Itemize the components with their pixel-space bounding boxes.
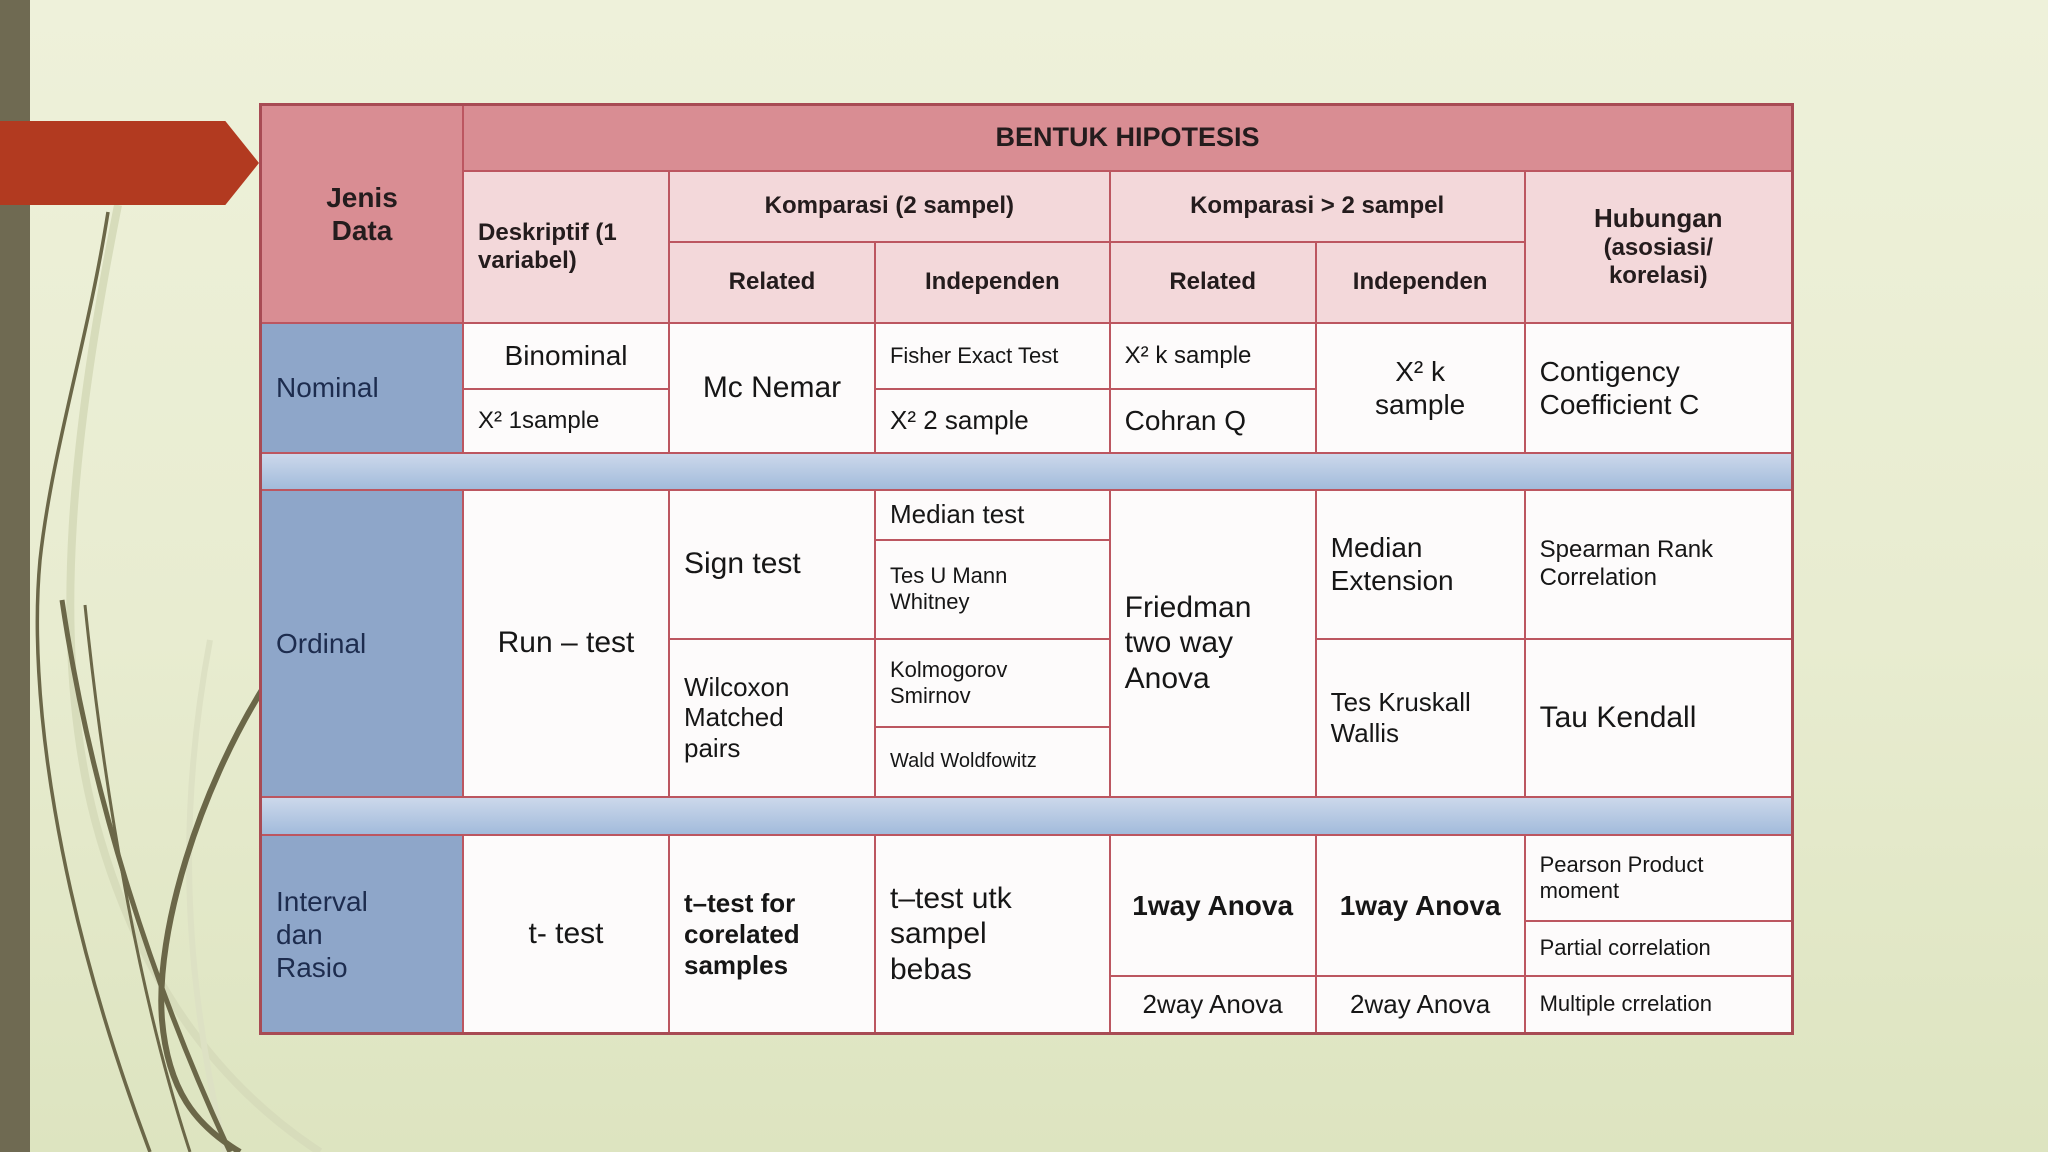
row-label-interval-rasio [262, 836, 462, 1032]
cell-mann-whitney-text: Tes U Mann Whitney [889, 563, 1008, 615]
cell-x2-k-sample-related [1111, 324, 1315, 388]
cell-t-test-text: t- test [528, 917, 604, 951]
row-label-interval-rasio-text: Interval dan Rasio [276, 885, 368, 983]
row-label-nominal [262, 324, 462, 452]
cell-contingency-c [1526, 324, 1791, 452]
cell-partial-correlation [1526, 922, 1791, 975]
cell-t-test [464, 836, 668, 1032]
cell-run-test-text: Run – test [497, 626, 635, 660]
cell-wald [876, 728, 1109, 796]
header-related-2 [670, 243, 874, 322]
cell-median-extension [1317, 491, 1524, 638]
header-title [464, 106, 1791, 170]
header-hubungan [1526, 172, 1791, 322]
header-komparasi-gt2-label: Komparasi > 2 sampel [1190, 192, 1445, 220]
red-arrow-pointer [0, 121, 259, 205]
cell-x2-1sample-text: X² 1sample [478, 406, 600, 434]
cell-binominal [464, 324, 668, 388]
cell-tau-kendall [1526, 640, 1791, 796]
cell-mc-nemar [670, 324, 874, 452]
header-title-label: BENTUK HIPOTESIS [995, 122, 1260, 152]
header-hubungan-title: Hubungan [1594, 203, 1723, 234]
cell-binominal-text: Binominal [504, 340, 628, 372]
cell-t-test-bebas-text: t–test utk sampel bebas [889, 882, 1012, 986]
cell-1way-anova-related [1111, 836, 1315, 974]
cell-kruskall-wallis-text: Tes Kruskall Wallis [1330, 687, 1471, 748]
cell-mann-whitney [876, 541, 1109, 638]
cell-median-extension-text: Median Extension [1330, 532, 1454, 597]
cell-tau-kendall-text: Tau Kendall [1539, 700, 1697, 734]
header-jenis-data-label: Jenis Data [326, 181, 398, 246]
cell-2way-anova-related-text: 2way Anova [1142, 989, 1283, 1020]
cell-t-test-correlated-text: t–test for corelated samples [684, 888, 800, 980]
statistics-table [259, 103, 1794, 1035]
cell-run-test [464, 491, 668, 796]
cell-1way-anova-independen [1317, 836, 1524, 974]
cell-kolmogorov [876, 640, 1109, 726]
row-separator-2 [262, 798, 1791, 835]
header-independen-gt2 [1317, 243, 1524, 322]
header-independen-2-label: Independen [924, 268, 1060, 296]
header-independen-gt2-label: Independen [1352, 268, 1488, 296]
cell-x2-k-sample-independen-text: X² k sample [1374, 355, 1466, 420]
cell-friedman-text: Friedman two way Anova [1124, 591, 1252, 695]
cell-t-test-bebas [876, 836, 1109, 1032]
cell-sign-test-text: Sign test [684, 547, 801, 581]
header-komparasi-2 [670, 172, 1109, 241]
cell-cohran-q [1111, 390, 1315, 452]
cell-multiple-correlation [1526, 977, 1791, 1032]
cell-1way-anova-independen-text: 1way Anova [1339, 890, 1501, 922]
cell-spearman-text: Spearman Rank Correlation [1539, 535, 1714, 592]
cell-2way-anova-independen [1317, 977, 1524, 1032]
row-label-nominal-text: Nominal [276, 372, 379, 404]
cell-wald-text: Wald Woldfowitz [889, 749, 1037, 772]
cell-t-test-correlated [670, 836, 874, 1032]
cell-fisher-exact-text: Fisher Exact Test [889, 342, 1059, 368]
row-label-ordinal [262, 491, 462, 796]
cell-x2-2sample-text: X² 2 sample [889, 405, 1029, 436]
cell-pearson-text: Pearson Product moment [1539, 852, 1704, 903]
cell-x2-k-sample-related-text: X² k sample [1124, 341, 1252, 369]
cell-friedman [1111, 491, 1315, 796]
header-hubungan-sub: (asosiasi/ korelasi) [1603, 233, 1713, 290]
header-related-gt2 [1111, 243, 1315, 322]
cell-wilcoxon-text: Wilcoxon Matched pairs [684, 671, 790, 763]
header-komparasi-gt2 [1111, 172, 1524, 241]
cell-multiple-correlation-text: Multiple crrelation [1539, 991, 1713, 1017]
cell-wilcoxon [670, 640, 874, 796]
header-jenis-data [262, 106, 462, 322]
cell-median-test-text: Median test [889, 499, 1025, 530]
cell-x2-k-sample-independen [1317, 324, 1524, 452]
header-related-gt2-label: Related [1169, 268, 1257, 296]
header-deskriptif-label: Deskriptif (1 variabel) [478, 218, 617, 274]
cell-median-test [876, 491, 1109, 539]
row-separator-1 [262, 454, 1791, 489]
cell-x2-1sample [464, 390, 668, 452]
cell-kruskall-wallis [1317, 640, 1524, 796]
cell-2way-anova-related [1111, 977, 1315, 1032]
cell-mc-nemar-text: Mc Nemar [702, 371, 842, 405]
cell-pearson [1526, 836, 1791, 919]
cell-partial-correlation-text: Partial correlation [1539, 935, 1711, 961]
cell-1way-anova-related-text: 1way Anova [1132, 890, 1294, 922]
cell-2way-anova-independen-text: 2way Anova [1350, 989, 1491, 1020]
cell-spearman [1526, 491, 1791, 638]
cell-cohran-q-text: Cohran Q [1124, 405, 1247, 437]
cell-sign-test [670, 491, 874, 638]
cell-fisher-exact [876, 324, 1109, 388]
cell-kolmogorov-text: Kolmogorov Smirnov [889, 656, 1008, 708]
header-komparasi-2-label: Komparasi (2 sampel) [764, 192, 1015, 220]
cell-x2-2sample [876, 390, 1109, 452]
header-related-2-label: Related [728, 268, 816, 296]
row-label-ordinal-text: Ordinal [276, 627, 367, 659]
cell-contingency-c-text: Contigency Coefficient C [1539, 355, 1700, 420]
header-independen-2 [876, 243, 1109, 322]
header-deskriptif [464, 172, 668, 322]
